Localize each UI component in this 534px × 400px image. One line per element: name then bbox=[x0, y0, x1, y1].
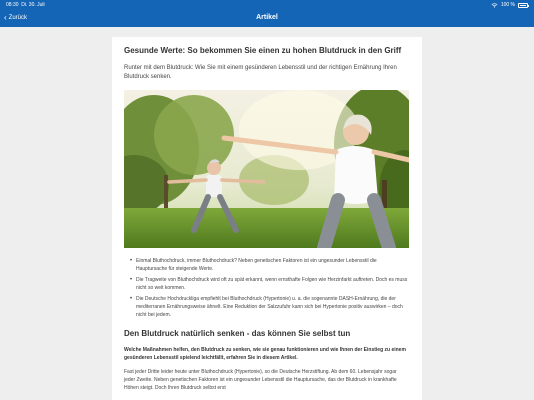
article-lead: Runter mit dem Blutdruck: Wie Sie mit einem gesünderen Lebensstil und der richtigen Ernährung Ihren Blutdruck senken. bbox=[124, 65, 397, 80]
list-item: • Die Deutsche Hochdruckliga empfiehlt bei Bluthochdruck (Hypertonie) u. a. die sogenannte DASH-Ernährung, die der mediterranen Ernährungsweise ähnelt. Eine Reduktion der Salzzufuhr kann sich bei Hypertonie positiv auswirken – doch nicht bei jedem. bbox=[130, 296, 403, 318]
list-item: • Einmal Bluthochdruck, immer Bluthochdruck? Neben genetischen Faktoren ist ein ungesunder Lebensstil die Hauptursache für steigende Werte. bbox=[130, 258, 377, 272]
article-card[interactable] bbox=[112, 37, 422, 400]
article-intro: Welche Maßnahmen helfen, den Blutdruck zu senken, wie sie genau funktionieren und wie Ihnen der Einstieg zu einem gesünderen Lebensstil spielend leichtfällt, erfahren Sie in diesem Artikel. bbox=[124, 347, 406, 361]
nav-bar bbox=[0, 11, 534, 27]
status-time: 08:30 bbox=[6, 2, 19, 8]
status-bar bbox=[0, 0, 534, 10]
article-photo bbox=[124, 90, 409, 248]
bullet-text: Einmal Bluthochdruck, immer Bluthochdruck? Neben genetischen Faktoren ist ein ungesunder Lebensstil die Hauptursache für steigende Werte. bbox=[136, 258, 377, 272]
bullet-text: Die Deutsche Hochdruckliga empfiehlt bei Bluthochdruck (Hypertonie) u. a. die sogenannte DASH-Ernährung, die der mediterranen Ernährungsweise ähnelt. Eine Reduktion der Salzzufuhr kann sich bei Hypertonie positiv auswirken – doch nicht bei jedem. bbox=[136, 296, 403, 318]
page-title: Artikel bbox=[256, 14, 278, 21]
status-time-date bbox=[6, 2, 45, 8]
top-bar bbox=[0, 0, 534, 27]
status-date: Di. 30. Juli bbox=[21, 2, 45, 8]
yoga-photo-illustration bbox=[124, 90, 409, 248]
section-heading: Den Blutdruck natürlich senken - das können Sie selbst tun bbox=[124, 329, 351, 338]
back-label: Zurück bbox=[8, 15, 28, 21]
chevron-left-icon: ‹ bbox=[4, 13, 7, 22]
list-item: • Die Tragweite von Bluthochdruck wird oft zu spät erkannt, wenn ernsthafte Folgen wie Herzinfarkt auftreten. Doch es muss nicht so weit kommen. bbox=[130, 277, 408, 291]
article-body: Fast jeder Dritte leider heute unter Bluthochdruck (Hypertonie), so die Deutsche Herzstiftung. Ab dem 60. Lebensjahr sogar jeder Zweite. Neben genetischen Faktoren ist ein ungesunder Lebensstil die Hauptursache, das der Blutdruck in krankhafte Höhen steigt. Doch Ihren Blutdruck selbst erst bbox=[124, 369, 397, 391]
article-content bbox=[124, 45, 409, 392]
article-title: Gesunde Werte: So bekommen Sie einen zu hohen Blutdruck in den Griff bbox=[124, 46, 402, 55]
article-bullet-list bbox=[124, 257, 409, 319]
bullet-text: Die Tragweite von Bluthochdruck wird oft zu spät erkannt, wenn ernsthafte Folgen wie Herzinfarkt auftreten. Doch es muss nicht so weit kommen. bbox=[136, 277, 408, 291]
status-right bbox=[491, 2, 528, 8]
battery-percent: 100 % bbox=[500, 2, 515, 8]
wifi-icon bbox=[491, 3, 498, 8]
battery-icon bbox=[518, 3, 528, 8]
